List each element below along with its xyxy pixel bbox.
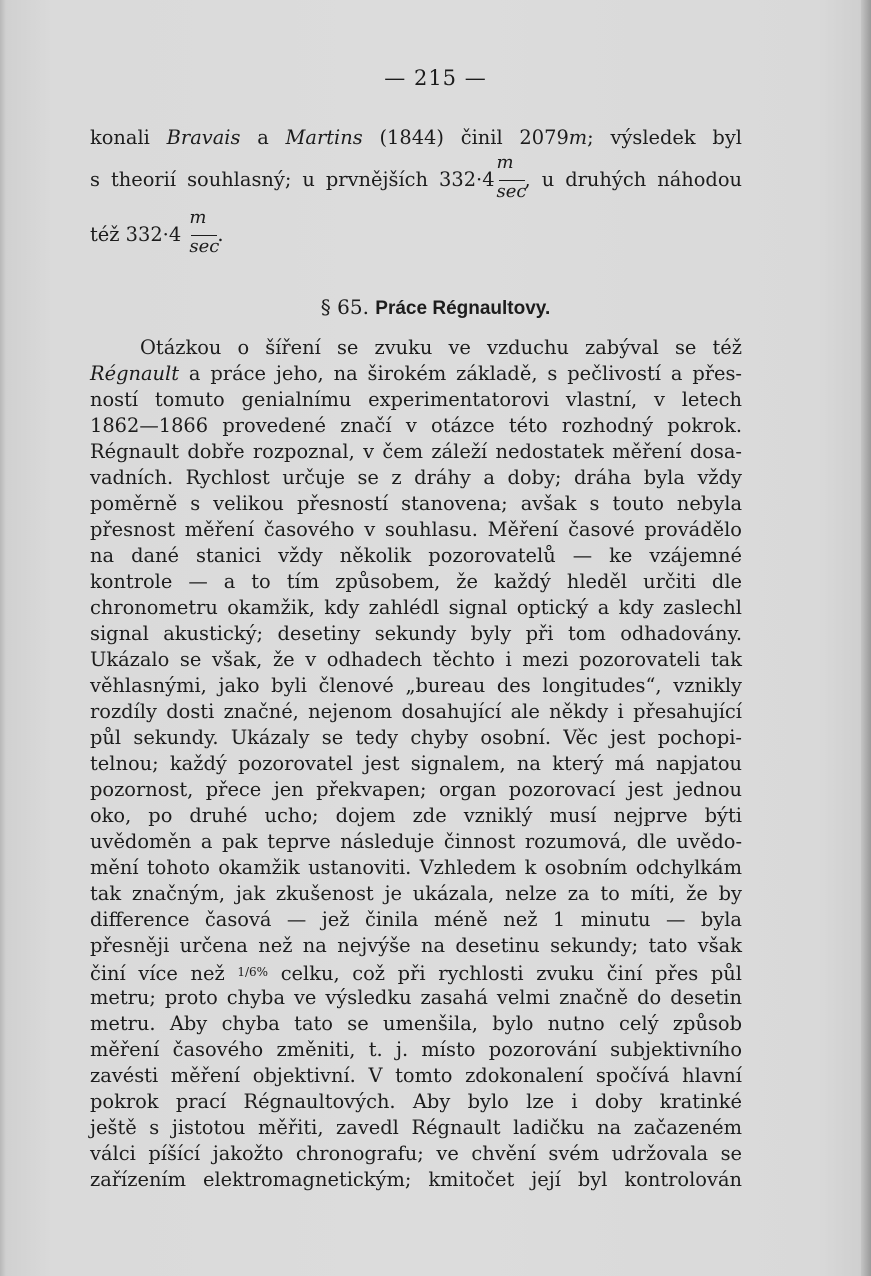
author-name: Martins: [285, 126, 363, 149]
text-line: signal akustický; desetiny sekundy byly při tom odhadovány.: [90, 622, 742, 645]
text-fragment: a práce jeho, na širokém základě, s pečlivostí a přes-: [179, 362, 742, 385]
text-fragment: s theorií souhlasný; u prvnějších 332·4: [90, 168, 495, 191]
text-line: přesnost měření časového v souhlasu. Měření časové provádělo: [90, 518, 742, 541]
fraction-numerator: m: [189, 207, 207, 228]
text-line: Otázkou o šíření se zvuku ve vzduchu zabýval se též: [140, 336, 742, 359]
section-mark: § 65.: [320, 295, 369, 319]
text-line: kontrole — a to tím způsobem, že každý hleděl určiti dle: [90, 570, 742, 593]
text-line: poměrně s velikou přesností stanovena; avšak s touto nebyla: [90, 492, 742, 515]
text-line: půl sekundy. Ukázaly se tedy chyby osobní. Věc jest pochopi-: [90, 726, 742, 749]
text-line: [90, 959, 742, 987]
author-name: Bravais: [166, 126, 241, 149]
text-fragment: .: [217, 223, 224, 246]
text-line: vadních. Rychlost určuje se z dráhy a doby; dráha byla vždy: [90, 466, 742, 489]
text-line: válci píšící jakožto chronografu; ve chvění svém udržovala se: [90, 1142, 742, 1165]
section-title: Práce Régnaultovy.: [375, 298, 551, 319]
text-line: difference časová — jež činila méně než 1 minutu — byla: [90, 908, 742, 931]
text-line: měření časového změniti, t. j. místo pozorování subjektivního: [90, 1038, 742, 1061]
text-line: metru; proto chyba ve výsledku zasahá velmi značně do desetin: [90, 986, 742, 1009]
text-line: věhlasnými, jako byli členové „bureau des longitudes“, vznikly: [90, 674, 742, 697]
text-fragment: , u druhých náhodou: [524, 168, 742, 191]
text-line: zařízením elektromagnetickým; kmitočet její byl kontrolován: [90, 1168, 742, 1191]
section-heading: [0, 295, 871, 320]
text-fragment: konali: [90, 126, 150, 149]
text-line: pozornost, přece jen překvapen; organ pozorovací jest jednou: [90, 778, 742, 801]
text-line: [90, 152, 742, 202]
page-number: — 215 —: [384, 66, 487, 90]
text-line: na dané stanici vždy několik pozorovatelů — ke vzájemné: [90, 544, 742, 567]
author-name: Régnault: [90, 362, 180, 385]
fraction-numerator: m: [496, 152, 514, 173]
text-fragment: celku, což při rychlosti zvuku činí přes půl: [268, 962, 742, 985]
page-left-edge: [0, 0, 6, 1276]
text-line: [90, 207, 742, 257]
text-line: mění tohoto okamžik ustanoviti. Vzhledem k osobním odchylkám: [90, 856, 742, 879]
text-fragment: též 332·4: [90, 223, 182, 246]
fraction: [189, 207, 220, 257]
text-line: Régnault dobře rozpoznal, v čem záleží nedostatek měření dosa-: [90, 440, 742, 463]
text-line: tak značným, jak zkušenost je ukázala, nelze za to míti, že by: [90, 882, 742, 905]
text-line: [90, 125, 742, 151]
text-line: oko, po druhé ucho; dojem zde vzniklý musí nejprve býti: [90, 804, 742, 827]
text-line: ností tomuto genialnímu experimentatorovi vlastní, v letech: [90, 388, 742, 411]
text-line: přesněji určena než na nejvýše na desetinu sekundy; tato však: [90, 934, 742, 957]
text-line: telnou; každý pozorovatel jest signalem, na který má napjatou: [90, 752, 742, 775]
text-line: metru. Aby chyba tato se umenšila, bylo nutno celý způsob: [90, 1012, 742, 1035]
text-line: pokrok prací Régnaultových. Aby bylo lze i doby kratinké: [90, 1090, 742, 1113]
page-right-edge: [861, 0, 871, 1276]
text-fragment: činí více než: [90, 962, 238, 985]
text-fragment: ; výsledek byl: [587, 126, 742, 149]
fraction: [496, 152, 527, 202]
fraction-denominator: sec: [189, 236, 220, 257]
text-line: Ukázalo se však, že v odhadech těchto i mezi pozorovateli tak: [90, 648, 742, 671]
text-fragment: a: [257, 126, 269, 149]
percent-fraction: 1/6%: [237, 965, 269, 979]
text-line: zavésti měření objektivní. V tomto zdokonalení spočívá hlavní: [90, 1064, 742, 1087]
text-line: uvědoměn a pak teprve následuje činnost rozumová, dle uvědo-: [90, 830, 742, 853]
text-fragment: (1844) činil 2079: [379, 126, 569, 149]
text-line: [90, 361, 742, 387]
text-line: 1862—1866 provedené značí v otázce této rozhodný pokrok.: [90, 414, 742, 437]
text-line: ještě s jistotou měřiti, zavedl Régnault ladičku na začazeném: [90, 1116, 742, 1139]
fraction-denominator: sec: [496, 181, 527, 202]
text-line: rozdíly dosti značné, nejenom dosahující ale někdy i přesahující: [90, 700, 742, 723]
text-line: chronometru okamžik, kdy zahlédl signal optický a kdy zaslechl: [90, 596, 742, 619]
unit: m: [568, 126, 588, 149]
